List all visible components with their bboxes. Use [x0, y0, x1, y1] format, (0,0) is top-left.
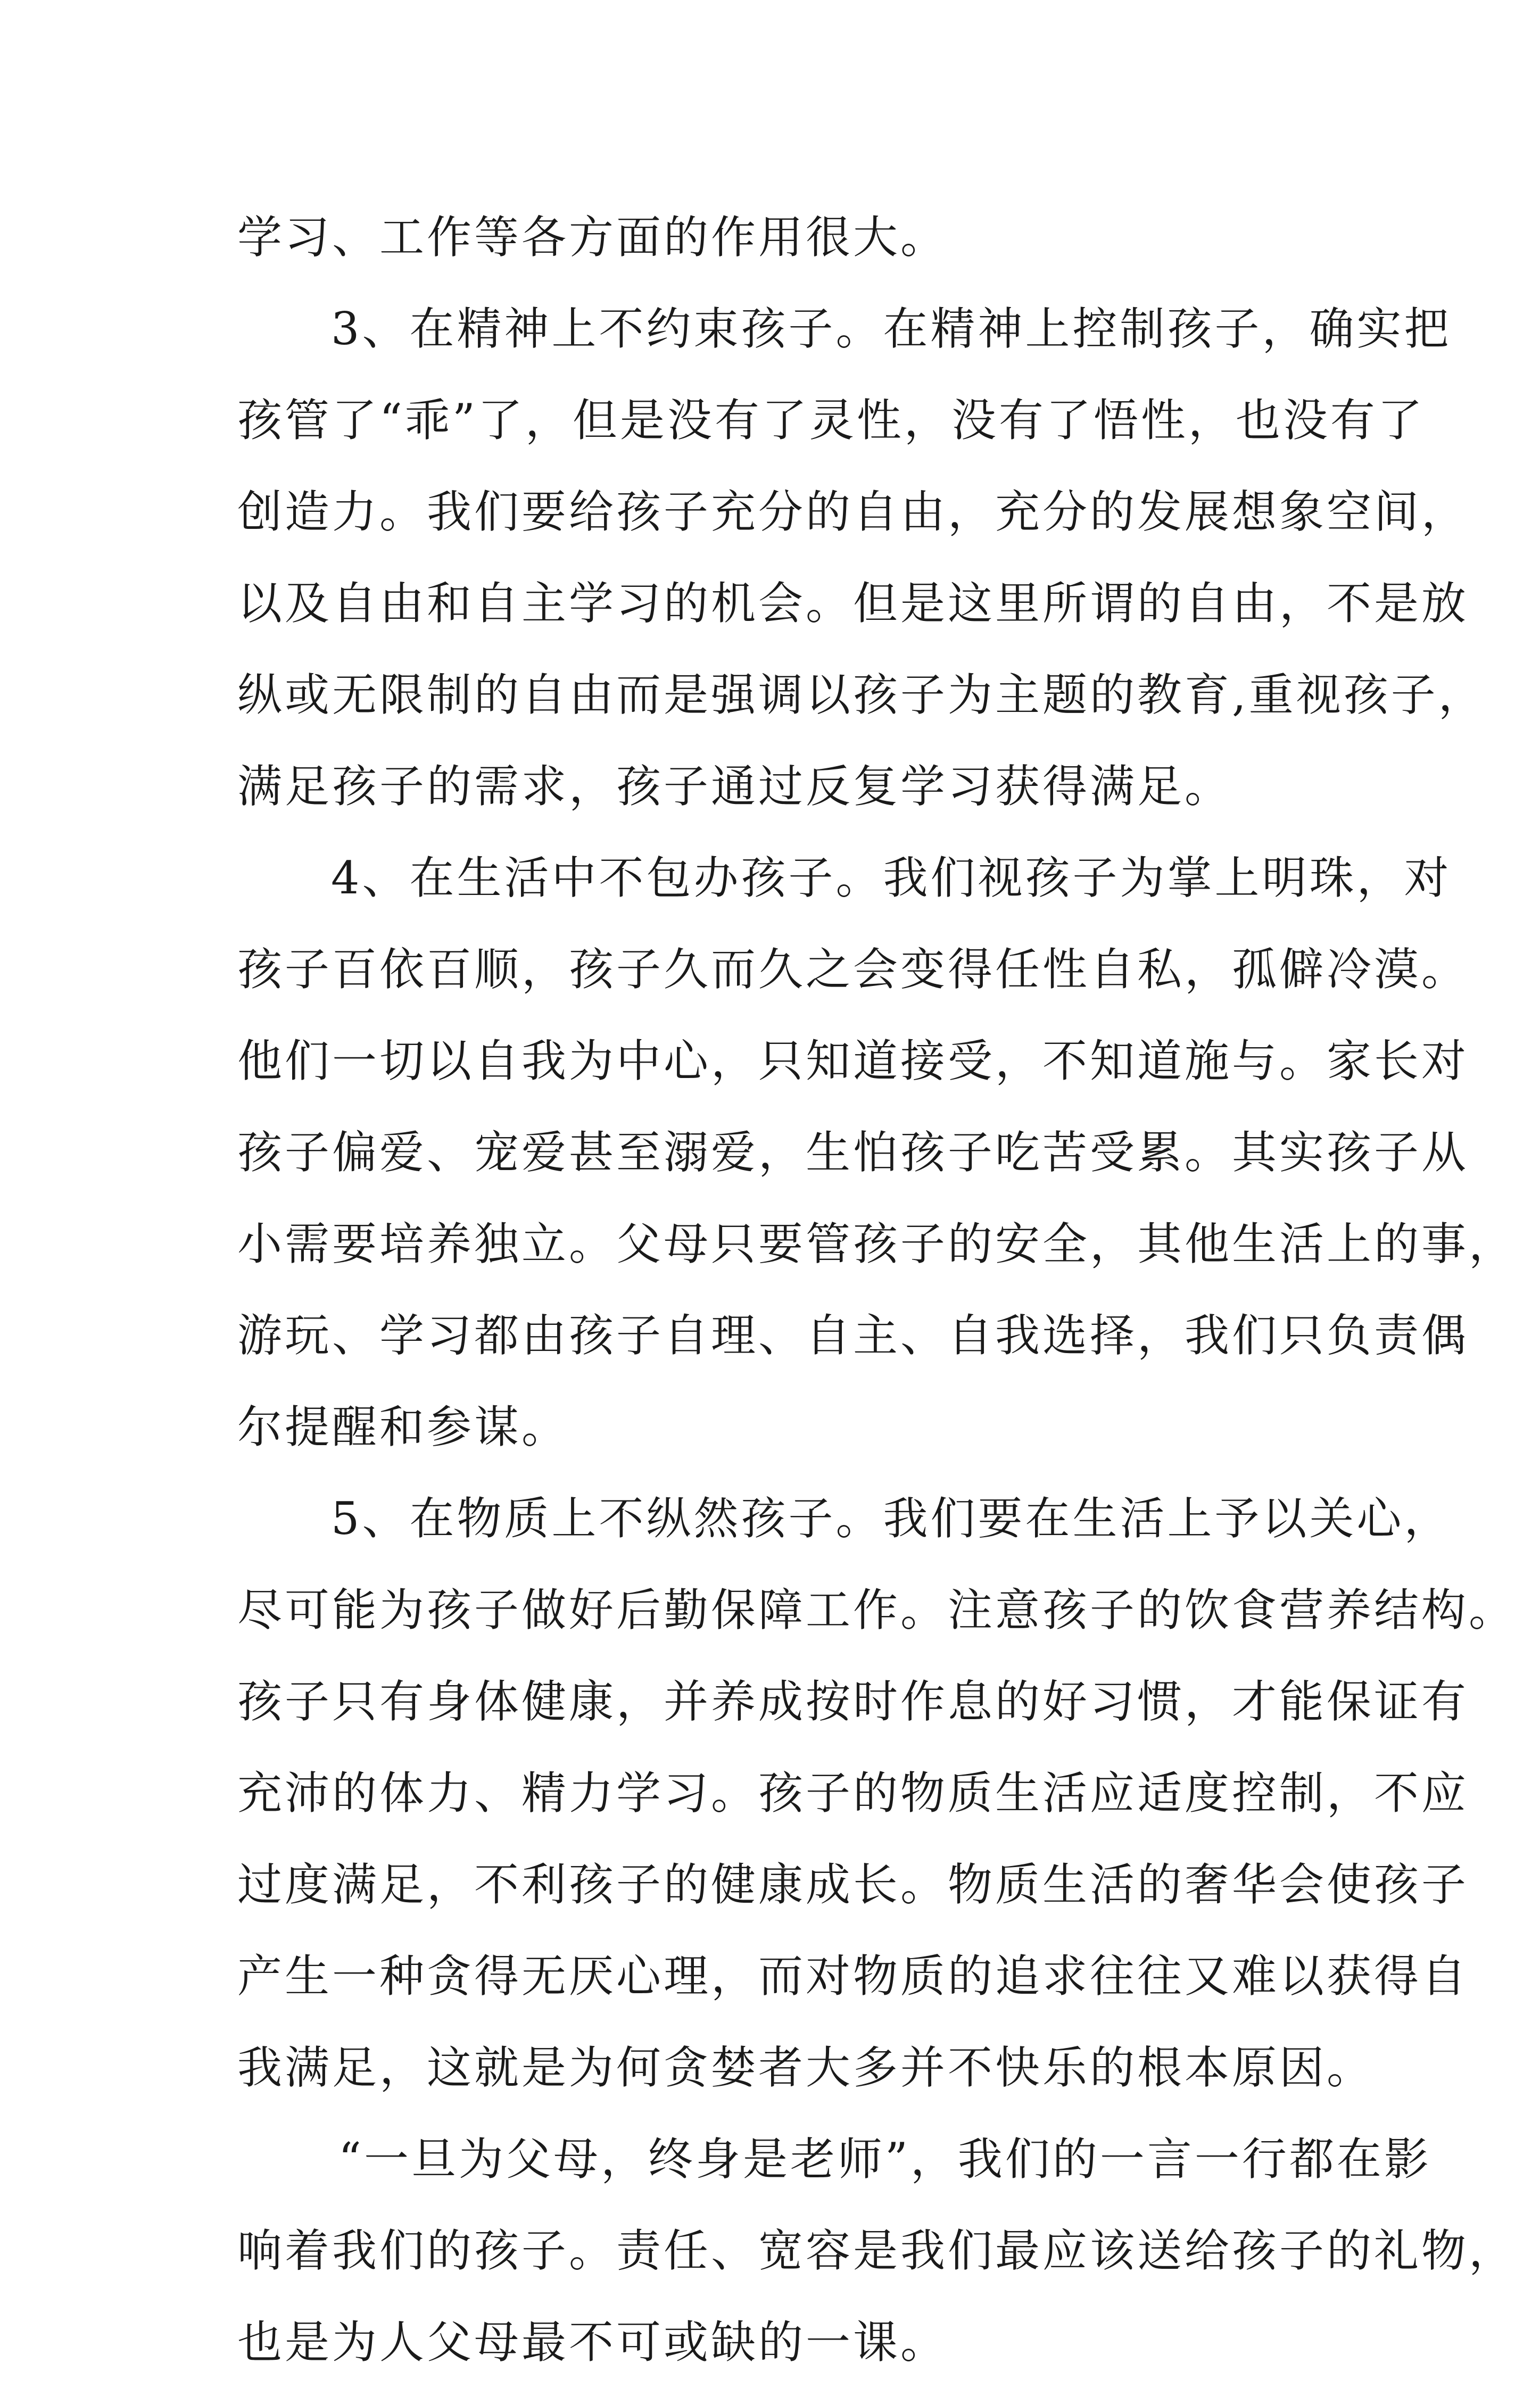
text-line: 过度满足，不利孩子的健康成长。物质生活的奢华会使孩子 — [237, 1859, 1469, 1911]
text-line: 孩管了“乖”了，但是没有了灵性，没有了悟性，也没有了 — [237, 394, 1425, 446]
text-line: 也是为人父母最不可或缺的一课。 — [237, 2316, 948, 2368]
text-line: 游玩、学习都由孩子自理、自主、自我选择，我们只负责偶 — [237, 1309, 1469, 1362]
text-line: 创造力。我们要给孩子充分的自由，充分的发展想象空间， — [237, 486, 1469, 538]
text-line: 学习、工作等各方面的作用很大。 — [237, 211, 948, 263]
text-line: 以及自由和自主学习的机会。但是这里所谓的自由，不是放 — [237, 577, 1469, 629]
text-line: 充沛的体力、精力学习。孩子的物质生活应适度控制，不应 — [237, 1767, 1469, 1819]
text-line: 他们一切以自我为中心，只知道接受，不知道施与。家长对 — [237, 1035, 1469, 1087]
text-line: 尽可能为孩子做好后勤保障工作。注意孩子的饮食营养结构。 — [237, 1584, 1517, 1636]
text-line: 响着我们的孩子。责任、宽容是我们最应该送给孩子的礼物， — [237, 2225, 1517, 2277]
text-line: 我满足，这就是为何贪婪者大多并不快乐的根本原因。 — [237, 2042, 1375, 2094]
text-line: 尔提醒和参谋。 — [237, 1401, 569, 1453]
text-line: 产生一种贪得无厌心理，而对物质的追求往往又难以获得自 — [237, 1950, 1469, 2002]
text-line: 满足孩子的需求，孩子通过反复学习获得满足。 — [237, 760, 1232, 812]
paragraph-3-start: 3、在精神上不约束孩子。在精神上控制孩子，确实把 — [331, 303, 1452, 355]
text-line: 小需要培养独立。父母只要管孩子的安全，其他生活上的事， — [237, 1218, 1517, 1270]
paragraph-5-start: 5、在物质上不纵然孩子。我们要在生活上予以关心， — [331, 1492, 1452, 1545]
text-line: 孩子偏爱、宠爱甚至溺爱，生怕孩子吃苦受累。其实孩子从 — [237, 1126, 1469, 1179]
text-line: 孩子百依百顺，孩子久而久之会变得任性自私，孤僻冷漠。 — [237, 943, 1469, 996]
text-line: 纵或无限制的自由而是强调以孩子为主题的教育,重视孩子， — [237, 669, 1486, 721]
closing-paragraph-start: “一旦为父母，终身是老师”，我们的一言一行都在影 — [338, 2133, 1431, 2185]
paragraph-4-start: 4、在生活中不包办孩子。我们视孩子为掌上明珠，对 — [331, 852, 1452, 904]
text-line: 孩子只有身体健康，并养成按时作息的好习惯，才能保证有 — [237, 1676, 1469, 1728]
document-body — [237, 192, 1517, 2388]
